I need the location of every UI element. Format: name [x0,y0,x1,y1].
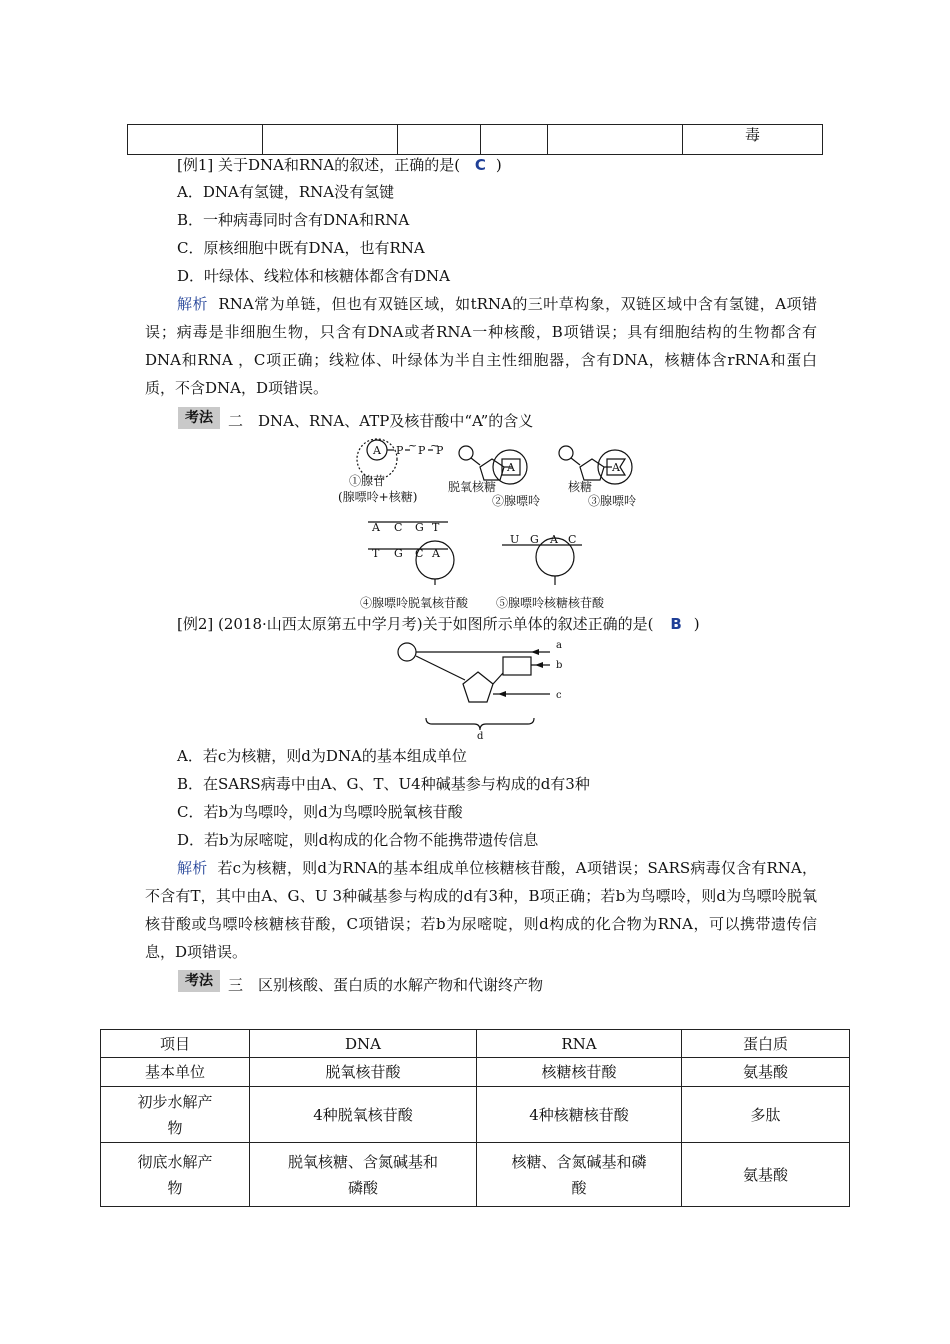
table-cell [477,1143,682,1207]
fig-label-5: ⑤腺嘌呤核糖核苷酸 [496,596,605,610]
cell-line: 酸 [571,1178,587,1197]
option-d: D．叶绿体、线粒体和核糖体都含有DNA [177,267,451,285]
analysis-text: RNA常为单链，但也有双链区域，如tRNA的三叶草构象，双链区域中含有氢键，A项错误；病毒是非细胞生物，只含有DNA或者RNA一种核酸，B项错误；具有细胞结构的生物都含有DNA和RNA ，C项正确；线粒体、叶绿体为半自主性细胞器，含有DNA，核糖体含rRNA和蛋白质，不含DNA，D项错误。 [145,295,817,397]
monomer-figure [390,638,580,740]
cell-line: 磷酸 [347,1178,378,1197]
sugar-pentagon [480,459,504,480]
table-cell: 多肽 [682,1087,850,1143]
atp-tilde: ~ [430,439,440,452]
analysis-text: 若c为核糖，则d为RNA的基本组成单位核糖核苷酸，A项错误；SARS病毒仅含有RNA，不含有T，其中由A、G、U 3种碱基参与构成的d有3种，B项正确；若b为鸟嘌呤，则d为鸟嘌呤脱氧核苷酸或鸟嘌呤核糖核苷酸，C项错误；若b为尿嘧啶，则d构成的化合物为RNA，可以携带遗传信息，D项错误。 [145,859,817,961]
dna-top-letter: G [415,521,424,534]
phosphate-circle [398,643,416,661]
table-cell [398,125,481,155]
table-row [101,1058,850,1087]
header-cell: RNA [477,1030,682,1058]
answer-letter: B [670,615,682,633]
dna-bottom-letter: T [372,547,380,560]
table-cell [101,1087,250,1143]
fig-sugar-2: 脱氧核糖 [448,480,497,494]
sugar-pentagon [580,459,604,480]
table-cell: 氨基酸 [682,1143,850,1207]
dna-top-letter: A [372,521,380,534]
base-box [503,657,531,675]
table-cell: 毒 [683,125,823,155]
compare-table [100,1029,850,1207]
fig-label-2: ②腺嘌呤 [492,494,541,508]
example1-analysis [145,290,817,402]
atp-p1: P [396,444,404,457]
dna-top-letter: T [432,521,440,534]
atp-tilde: ~ [408,439,418,452]
table-cell: 4种核糖核苷酸 [477,1087,682,1143]
atp-p3: P [436,444,444,457]
table-cell [250,1143,477,1207]
question-text: [例1] 关于DNA和RNA的叙述，正确的是( [177,156,461,174]
table-cell: 脱氧核苷酸 [250,1058,477,1087]
analysis-label: 解析 [177,859,208,877]
example2-analysis [145,854,817,966]
table-cell: 核糖核苷酸 [477,1058,682,1087]
table-cell: 4种脱氧核苷酸 [250,1087,477,1143]
answer-letter: C [474,156,486,174]
nucleotide-figure [330,437,660,612]
option-b: B．一种病毒同时含有DNA和RNA [177,211,410,229]
rna-letter: G [530,533,539,546]
cell-line: 脱氧核糖、含氮碱基和 [287,1152,438,1171]
label-c: c [556,690,562,701]
table-cell: 基本单位 [101,1058,250,1087]
question-close: ) [693,615,700,633]
rna-letter: A [550,533,558,546]
fig-label-3: ③腺嘌呤 [588,494,637,508]
atp-p2: P [418,444,426,457]
cell-line: 核糖、含氮碱基和磷 [511,1152,647,1171]
example2-question [177,614,700,634]
section-heading: 三 区别核酸、蛋白质的水解产物和代谢终产物 [228,976,544,994]
table-row [101,1087,850,1143]
fig-label-1: ①腺苷 [349,474,386,488]
dna-bottom-letter: A [432,547,440,560]
base-a: A [507,461,515,474]
top-table [127,124,823,155]
section-heading: 二 DNA、RNA、ATP及核苷酸中“A”的含义 [228,412,534,430]
table-cell: 氨基酸 [682,1058,850,1087]
phosphate-circle [459,446,473,460]
table-header-row [101,1030,850,1058]
table-cell [548,125,683,155]
section-tag: 考法 [178,970,220,992]
table-row [101,1143,850,1207]
label-d: d [477,731,484,740]
example1-question [177,155,502,175]
header-cell: 蛋白质 [682,1030,850,1058]
atp-a: A [373,444,381,457]
option-a: A．DNA有氢键，RNA没有氢键 [177,183,395,201]
dna-bottom-letter: C [415,547,424,560]
header-cell: 项目 [101,1030,250,1058]
cell-line: 彻底水解产 [137,1152,213,1171]
option-a: A．若c为核糖，则d为DNA的基本组成单位 [177,747,467,765]
label-a: a [556,640,562,651]
dna-bottom-letter: G [394,547,403,560]
rna-letter: C [568,533,577,546]
fig-sugar-3: 核糖 [568,480,593,494]
option-d: D．若b为尿嘧啶，则d构成的化合物不能携带遗传信息 [177,831,539,849]
fig-label-1b: (腺嘌呤+核糖) [338,490,418,504]
cell-line: 物 [167,1178,183,1197]
table-cell [128,125,263,155]
option-c: C．若b为鸟嘌呤，则d为鸟嘌呤脱氧核苷酸 [177,803,463,821]
rna-letter: U [510,533,520,546]
fig-label-4: ④腺嘌呤脱氧核苷酸 [360,596,469,610]
section-tag: 考法 [178,407,220,429]
table-cell [101,1143,250,1207]
table-cell [481,125,548,155]
analysis-label: 解析 [177,295,208,313]
option-c: C．原核细胞中既有DNA，也有RNA [177,239,425,257]
cell-line: 物 [167,1118,183,1137]
question-close: ) [495,156,502,174]
base-a: A [612,461,620,474]
header-cell: DNA [250,1030,477,1058]
question-text: [例2] (2018·山西太原第五中学月考)关于如图所示单体的叙述正确的是( [177,615,654,633]
option-b: B．在SARS病毒中由A、G、T、U4种碱基参与构成的d有3种 [177,775,590,793]
dna-top-letter: C [394,521,403,534]
phosphate-circle [559,446,573,460]
sugar-pentagon [463,672,493,702]
table-cell [263,125,398,155]
label-b: b [556,660,563,671]
cell-line: 初步水解产 [137,1092,213,1111]
